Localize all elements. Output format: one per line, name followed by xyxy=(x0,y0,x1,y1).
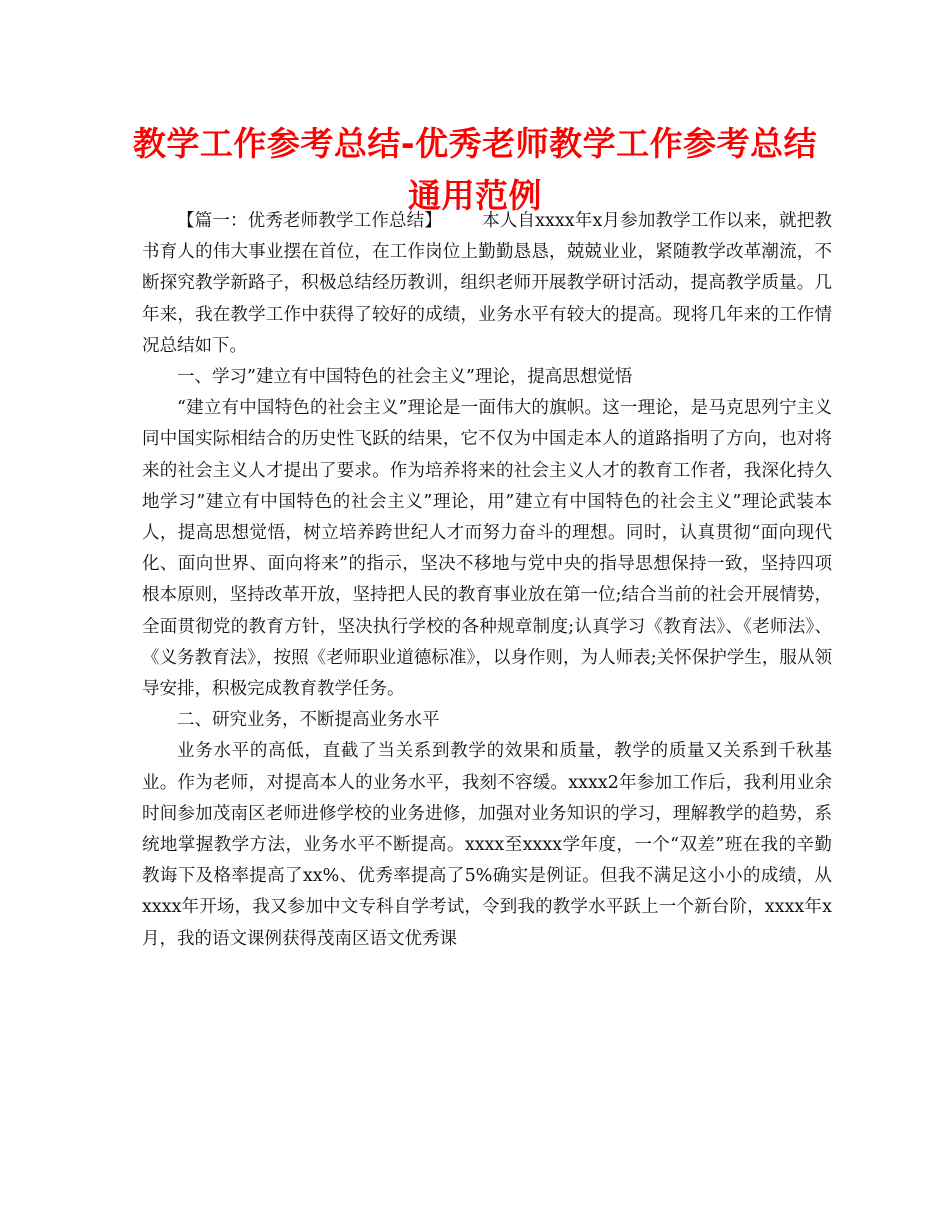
document-title: 教学工作参考总结-优秀老师教学工作参考总结通用范例 xyxy=(132,124,818,215)
document-body xyxy=(142,206,832,955)
intro-text: 本人自xxxx年x月参加教学工作以来，就把教书育人的伟大事业摆在首位，在工作岗位上勤勤恳恳，兢兢业业，紧随教学改革潮流，不断探究教学新路子，积极总结经历教训，组织老师开展教学研讨活动，提高教学质量。几年来，我在教学工作中获得了较好的成绩，业务水平有较大的提高。现将几年来的工作情况总结如下。 xyxy=(142,211,832,356)
section1-paragraph: “建立有中国特色的社会主义”理论是一面伟大的旗帜。这一理论，是马克思列宁主义同中国实际相结合的历史性飞跃的结果，它不仅为中国走本人的道路指明了方向，也对将来的社会主义人才提出了要求。作为培养将来的社会主义人才的教育工作者，我深化持久地学习”建立有中国特色的社会主义”理论，用”建立有中国特色的社会主义”理论武装本人，提高思想觉悟，树立培养跨世纪人才而努力奋斗的理想。同时，认真贯彻“面向现代化、面向世界、面向将来”的指示，坚决不移地与党中央的指导思想保持一致，坚持四项根本原则，坚持改革开放，坚持把人民的教育事业放在第一位;结合当前的社会开展情势，全面贯彻党的教育方针，坚决执行学校的各种规章制度;认真学习《教育法》、《老师法》、《义务教育法》，按照《老师职业道德标准》，以身作则，为人师表;关怀保护学生，服从领导安排，积极完成教育教学任务。 xyxy=(142,398,832,700)
section2-heading: 二、研究业务，不断提高业务水平 xyxy=(177,710,440,731)
intro-paragraph xyxy=(142,206,832,362)
intro-heading: 【篇一：优秀老师教学工作总结】 xyxy=(177,211,442,231)
section2-paragraph: 业务水平的高低，直截了当关系到教学的效果和质量，教学的质量又关系到千秋基业。作为老师，对提高本人的业务水平，我刻不容缓。xxxx2年参加工作后，我利用业余时间参加茂南区老师进修学校的业务进修，加强对业务知识的学习，理解教学的趋势，系统地掌握教学方法，业务水平不断提高。xxxx至xxxx学年度，一个“双差”班在我的辛勤教诲下及格率提高了xx%、优秀率提高了5%确实是例证。但我不满足这小小的成绩，从xxxx年开场，我又参加中文专科自学考试，令到我的教学水平跃上一个新台阶，xxxx年x月，我的语文课例获得茂南区语文优秀课 xyxy=(142,741,832,949)
section1-heading: 一、学习”建立有中国特色的社会主义”理论，提高思想觉悟 xyxy=(177,367,633,388)
